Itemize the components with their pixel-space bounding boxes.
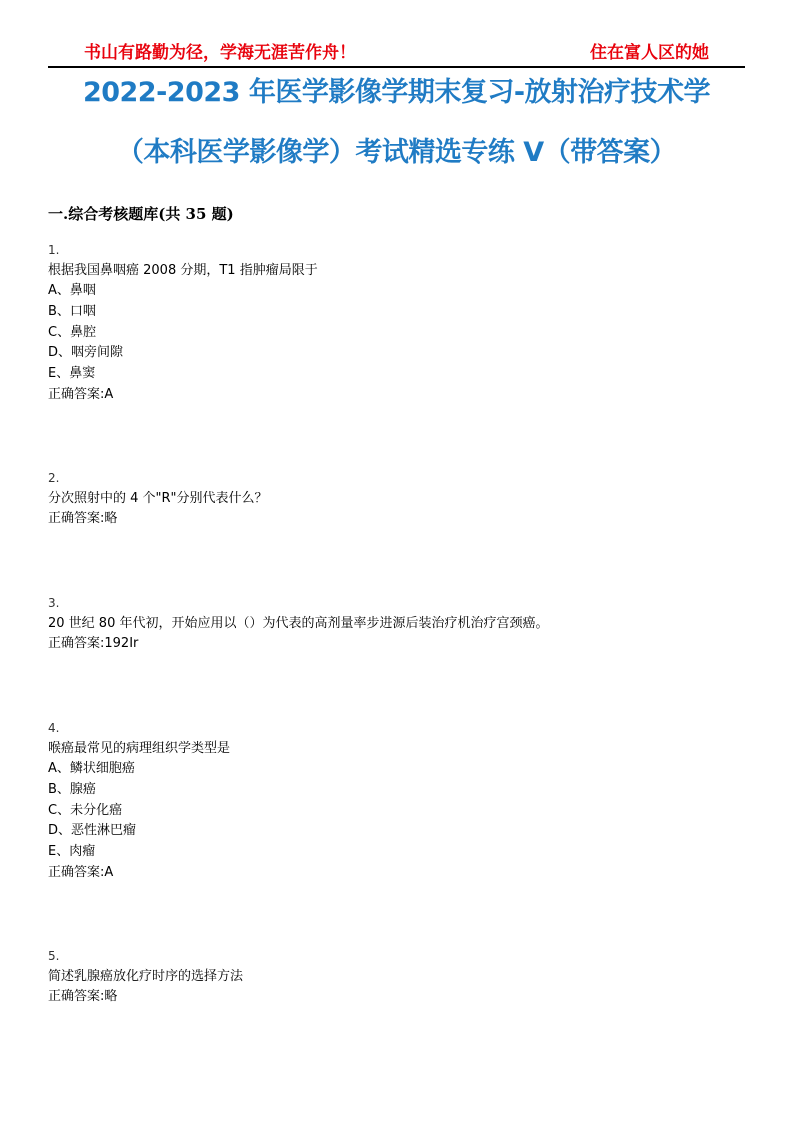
question-option-e: E、鼻窦: [48, 366, 96, 382]
question-answer: 正确答案:A: [48, 386, 114, 402]
question-option-b: B、口咽: [48, 304, 96, 320]
question-answer: 正确答案:略: [48, 511, 118, 527]
section-heading: 一.综合考核题库(共 35 题): [48, 205, 234, 223]
question-number: 1.: [48, 243, 60, 257]
question-answer: 正确答案:略: [48, 989, 118, 1005]
question-option-b: B、腺癌: [48, 782, 96, 798]
header-divider: [48, 66, 745, 68]
question-answer: 正确答案:A: [48, 864, 114, 880]
question-option-d: D、咽旁间隙: [48, 345, 124, 361]
question-3: [48, 593, 745, 655]
question-option-e: E、肉瘤: [48, 844, 96, 860]
question-option-d: D、恶性淋巴瘤: [48, 823, 137, 839]
question-text: 根据我国鼻咽癌 2008 分期，T1 指肿瘤局限于: [48, 262, 318, 278]
question-number: 4.: [48, 721, 60, 735]
question-number: 3.: [48, 596, 60, 610]
question-text: 简述乳腺癌放化疗时序的选择方法: [48, 968, 244, 984]
question-text: 20 世纪 80 年代初，开始应用以（）为代表的高剂量率步进源后装治疗机治疗宫颈癌。: [48, 615, 549, 631]
document-title-line-2: （本科医学影像学）考试精选专练 V（带答案）: [116, 137, 677, 168]
header-right-motto: 住在富人区的她: [590, 43, 709, 63]
question-option-a: A、鳞状细胞癌: [48, 761, 135, 777]
page-header: [0, 38, 793, 68]
question-4: [48, 718, 745, 884]
question-option-c: C、未分化癌: [48, 802, 123, 818]
question-1: [48, 240, 745, 406]
header-left-motto: 书山有路勤为径，学海无涯苦作舟！: [84, 43, 356, 63]
question-2: [48, 468, 745, 530]
document-title-line-1: 2022-2023 年医学影像学期末复习-放射治疗技术学: [82, 77, 711, 108]
question-number: 5.: [48, 949, 60, 963]
question-option-a: A、鼻咽: [48, 283, 96, 299]
question-option-c: C、鼻腔: [48, 324, 97, 340]
question-text: 喉癌最常见的病理组织学类型是: [48, 740, 231, 756]
question-text: 分次照射中的 4 个"R"分别代表什么？: [48, 490, 268, 506]
question-number: 2.: [48, 471, 60, 485]
question-5: [48, 946, 745, 1008]
question-answer: 正确答案:192Ir: [48, 636, 139, 652]
